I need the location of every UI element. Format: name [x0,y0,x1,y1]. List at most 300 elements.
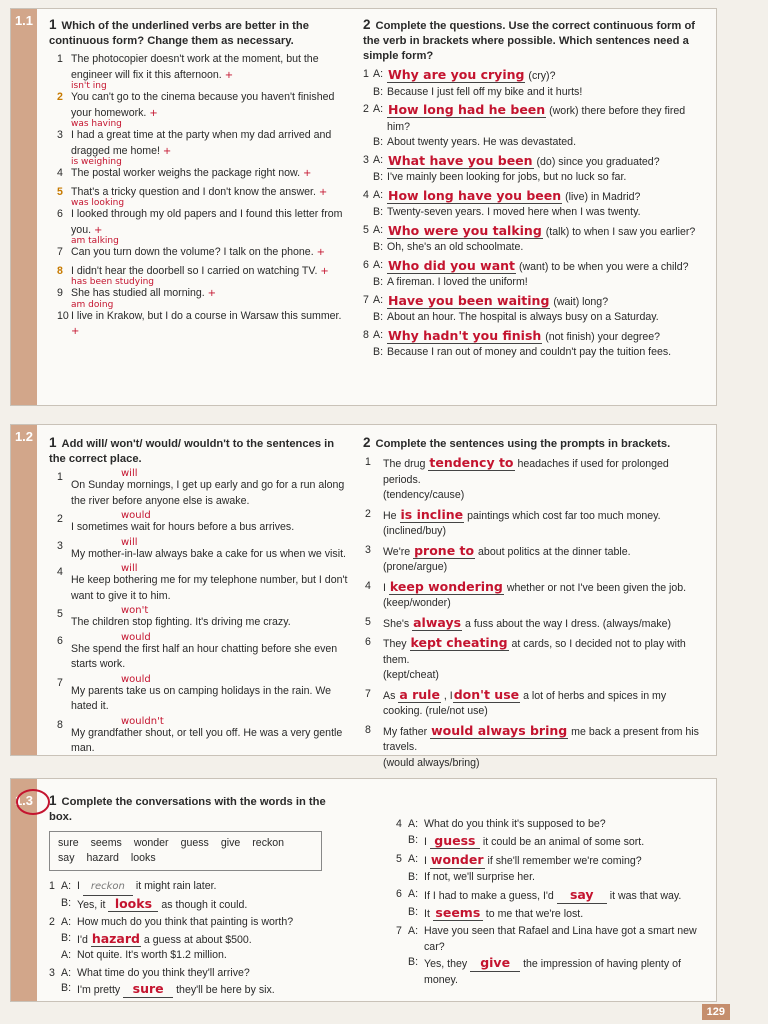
dialogue-line [49,915,349,931]
item-text: What time do you think they'll arrive? [77,966,250,979]
item-number: 4 [57,566,63,578]
box-word: say [58,852,75,864]
speaker-label: A: [61,966,72,979]
response-text: A fireman. I loved the uniform! [387,276,528,288]
speaker-label: B: [373,85,384,98]
speaker-label: B: [408,905,419,918]
handwritten-mark: + [149,107,158,119]
item-text: It [424,907,433,920]
list-item [49,128,349,167]
speaker-label: A: [373,293,384,306]
item-number: 9 [57,287,63,299]
item-number: 2 [365,507,371,520]
item-text: I sometimes wait for hours before a bus arrives. [71,521,295,533]
exercise-heading: 1 Complete the conversations with the words in the box. [49,793,326,823]
answer-field[interactable]: What have you been [388,152,533,168]
exercise-1-3-1 [49,793,349,1001]
speaker-label: A: [61,949,72,961]
answer-field[interactable]: looks [108,896,158,913]
list-item [49,166,349,182]
dialogue-line [363,135,708,151]
item-number: 2 [49,916,55,928]
item-number: 3 [365,543,371,556]
speaker-label: A: [373,258,384,271]
list-item [49,470,349,509]
list-item [363,723,708,772]
handwritten-note: was having [71,119,122,129]
list-item [49,673,349,715]
answer-field[interactable]: Have you been waiting [388,292,550,308]
speaker-label: B: [61,982,72,994]
handwritten-note: wouldn't [121,715,164,727]
item-text: The drug [383,458,429,470]
handwritten-note: would [121,673,151,685]
handwritten-mark: + [71,326,80,337]
item-text: If I had to make a guess, I'd [424,890,557,902]
item-text: I looked through my old papers and I found this letter from you. [71,208,343,236]
box-word: reckon [252,837,285,849]
dialogue-line [396,924,708,955]
item-text: a lot of herbs and spices in my cooking. (rule/not use) [383,689,667,717]
item-number: 1 [365,456,371,468]
handwritten-note: will [121,563,138,574]
item-text: I'm pretty [77,984,124,996]
list-item [49,607,349,631]
item-number: 1 [57,471,63,483]
item-text: headaches if used for prolonged periods. [383,458,669,486]
speaker-label: A: [408,853,419,865]
dialogue-line [363,258,708,276]
exercise-heading: 2 Complete the sentences using the prompts in brackets. [363,435,671,450]
speaker-label: A: [408,818,419,830]
handwritten-note: am doing [71,299,114,310]
dialogue-line [363,205,708,221]
dialogue-line [363,153,708,171]
item-text: , I [440,689,453,702]
item-text: She spend the first half an hour chatting before she even starts work. [71,642,338,670]
exercise-1-1-2 [363,17,708,363]
item-number: 4 [57,167,63,179]
dialogue-line [49,896,349,914]
dialogue-line [396,905,708,923]
item-text: My mother-in-law always bake a cake for us when we visit. [71,547,346,560]
dialogue-line [396,887,708,905]
item-text: My grandfather shout, or tell you off. He was a very gentle man. [71,726,343,754]
handwritten-note: will [121,468,138,479]
dialogue-line [363,275,708,291]
dialogue-line [49,879,349,896]
item-text: if she'll remember we're coming? [484,855,642,867]
answer-field[interactable]: Why hadn't you finish [388,327,542,343]
list-item [49,185,349,209]
item-text: about politics at the dinner table. [475,545,631,558]
answer-field[interactable]: guess [430,833,480,850]
handwritten-mark: + [93,224,103,236]
answer-field[interactable]: a rule [399,686,440,702]
dialogue-line [363,223,708,241]
item-number: 8 [57,718,63,731]
list-item [363,635,708,684]
speaker-label: B: [408,956,419,968]
answer-field[interactable]: say [557,887,607,904]
spacer [49,999,349,1001]
dialogue-line [49,966,349,982]
box-word: looks [130,852,156,864]
box-word: wonder [133,837,169,849]
handwritten-note: won't [121,605,149,616]
answer-field[interactable]: sure [123,981,173,998]
item-number: 6 [57,208,63,220]
page-number: 129 [702,1004,730,1020]
speaker-label: B: [373,241,384,253]
exercise-1-1-1 [49,17,349,343]
dialogue-line [363,67,708,85]
prompt-text: (keep/wonder) [383,597,451,609]
item-number: 6 [57,634,63,647]
item-number: 1 [363,68,369,80]
prompt-text: (not finish) your degree? [542,330,661,343]
speaker-label: A: [373,153,384,166]
item-number: 3 [57,539,63,552]
exercise-items [49,879,349,1001]
list-item [49,90,349,129]
list-item [49,512,349,536]
item-text: it might rain later. [132,880,217,892]
item-text: it could be an animal of some sort. [479,835,645,848]
item-text: I [77,880,83,892]
answer-field[interactable]: don't use [453,686,520,702]
box-word: guess [180,837,209,849]
handwritten-note: isn't ing [71,81,107,91]
list-item [363,615,708,633]
item-text: a guess at about $500. [140,933,252,946]
handwritten-mark: + [320,265,329,277]
item-number: 10 [57,309,69,322]
answer-field[interactable]: give [470,955,520,972]
item-text: I didn't hear the doorbell so I carried on watching TV. [71,264,321,277]
item-number: 7 [363,293,369,306]
item-number: 7 [57,676,63,689]
dialogue-line [396,852,708,870]
item-number: 2 [57,513,63,525]
item-text: Can you turn down the volume? I talk on the phone. [71,246,317,258]
item-text: The photocopier doesn't work at the moment, but the engineer will fix it this afternoon. [71,53,319,81]
answer-field[interactable]: How long have you been [388,187,562,203]
answer-field[interactable]: wonder [430,852,484,867]
item-number: 8 [363,328,369,341]
speaker-label: A: [373,68,384,80]
prompt-text: (wait) long? [550,295,609,308]
item-text: She has studied all morning. [71,287,208,299]
section-number: 1.3 [14,793,34,808]
item-number: 4 [396,818,402,830]
dialogue-line [363,293,708,311]
exercise-items [363,67,708,361]
item-text: to me that we're lost. [482,907,584,920]
exercise-items [49,470,349,757]
answer-field[interactable]: always [413,614,462,630]
item-text: I live in Krakow, but I do a course in Warsaw this summer. [71,309,342,322]
list-item [49,631,349,673]
speaker-label: A: [61,880,72,892]
item-text: You can't go to the cinema because you haven't finished your homework. [71,91,335,119]
response-text: Oh, she's an old schoolmate. [387,241,524,253]
answer-field[interactable]: Why are you crying [388,67,525,82]
item-text: I'd [77,933,91,946]
prompt-text: (prone/argue) [383,561,448,573]
speaker-label: A: [373,223,384,236]
answer-field[interactable]: Who did you want [388,257,516,273]
speaker-label: B: [373,171,384,183]
dialogue-line [363,102,708,135]
item-text: We're [383,545,414,558]
exercise-1-2-2 [363,435,708,774]
answer-field[interactable]: keep wondering [389,578,503,594]
speaker-label: A: [373,188,384,201]
prompt-text: (work) there before they fired him? [387,105,686,133]
box-word: hazard [86,852,119,864]
item-text: I [424,855,430,867]
speaker-label: B: [408,870,419,883]
item-text: as though it could. [158,898,248,911]
item-text: My parents take us on camping holidays in the rain. We hated it. [71,684,332,712]
list-item [363,507,708,540]
handwritten-mark: + [316,247,325,258]
item-number: 5 [57,608,63,620]
answer-field[interactable]: hazard [91,930,140,946]
prompt-text: (want) to be when you were a child? [516,260,689,273]
list-item [49,715,349,757]
exercise-heading: 1 Which of the underlined verbs are better in the continuous form? Change them as necessary. [49,17,309,47]
exercise-items [363,455,708,771]
item-number: 5 [363,223,369,236]
item-text: My father [383,725,431,738]
item-text: Yes, it [77,898,109,911]
item-number: 7 [396,925,402,937]
item-number: 6 [396,888,402,900]
response-text: About an hour. The hospital is always busy on a Saturday. [387,311,659,323]
dialogue-line [363,328,708,346]
list-item [49,536,349,563]
prompt-text: (live) in Madrid? [562,190,641,203]
answer-field[interactable]: is incline [400,506,464,522]
speaker-label: B: [373,346,384,358]
item-text: I [383,581,389,594]
prompt-text: (inclined/buy) [383,525,447,537]
handwritten-note: would [121,510,151,521]
list-item [49,52,349,91]
item-number: 1 [49,880,55,892]
list-item [49,286,349,310]
handwritten-note: was looking [71,198,125,208]
response-text: Twenty-seven years. I moved here when I was twenty. [387,206,641,218]
item-number: 1 [57,53,63,65]
section-tab [11,425,37,755]
dialogue-line [49,948,349,964]
handwritten-note: will [121,536,138,548]
speaker-label: B: [373,136,384,148]
handwritten-note: is weighing [71,157,122,167]
handwritten-mark: + [303,168,312,179]
prompt-text: (tendency/cause) [383,489,465,501]
section-number: 1.1 [14,13,34,28]
item-text: Yes, they [424,958,471,970]
list-item [363,579,708,612]
item-text: The children stop fighting. It's driving me crazy. [71,616,291,628]
response-text: Because I just fell off my bike and it hurts! [387,85,583,98]
speaker-label: A: [373,328,384,341]
dialogue-line [363,345,708,361]
item-number: 5 [396,853,402,865]
section-1-1 [10,8,717,406]
item-text: That's a tricky question and I don't know the answer. [71,185,319,198]
answer-field[interactable]: prone to [414,542,475,558]
dialogue-line [363,188,708,206]
item-number: 4 [365,579,371,592]
dialogue-line [396,870,708,886]
item-text: the impression of having plenty of money. [424,958,681,986]
item-text: whether or not I've been given the job. [503,581,687,594]
item-number: 5 [57,185,63,198]
handwritten-circle [16,789,50,815]
box-word: seems [90,837,122,849]
dialogue-line [49,981,349,999]
item-number: 2 [363,103,369,115]
dialogue-line [49,931,349,949]
list-item [363,687,708,720]
item-text: He [383,509,400,522]
box-word: give [220,837,241,849]
list-item [49,264,349,288]
speaker-label: B: [61,931,72,944]
item-number: 3 [57,129,63,141]
item-text: a fuss about the way I dress. (always/make) [462,617,672,630]
answer-field[interactable]: reckon [83,879,133,896]
handwritten-mark: + [162,145,172,157]
response-text: About twenty years. He was devastated. [387,136,577,148]
box-word: sure [58,837,79,849]
answer-field[interactable]: seems [433,905,483,922]
item-text: it was that way. [606,890,682,902]
exercise-1-2-1 [49,435,349,760]
item-text: What do you think it's supposed to be? [424,818,606,830]
dialogue-line [396,817,708,833]
item-text: As [383,689,399,702]
answer-field[interactable]: Who were you talking [388,222,542,238]
list-item [49,207,349,246]
dialogue-line [396,955,708,988]
item-text: I had a great time at the party when my dad arrived and dragged me home! [71,129,332,157]
exercise-1-3-1-right [396,817,708,990]
speaker-label: A: [408,888,419,900]
exercise-items [396,817,708,990]
speaker-label: B: [61,896,72,909]
item-number: 6 [363,258,369,271]
item-text: She's [383,617,413,630]
dialogue-line [363,85,708,101]
list-item [363,543,708,576]
list-item [363,455,708,504]
response-text: Because I ran out of money and couldn't pay the tuition fees. [387,346,672,358]
handwritten-mark: + [318,186,328,198]
item-number: 2 [57,91,63,103]
item-text: paintings which cost far too much money. [464,509,661,522]
prompt-text: (talk) to when I saw you earlier? [542,225,696,238]
dialogue-line [363,240,708,256]
answer-field[interactable]: How long had he been [388,102,546,117]
dialogue-line [363,170,708,186]
item-number: 5 [365,615,371,628]
speaker-label: B: [373,311,384,323]
prompt-text: (cry)? [525,70,556,82]
response-text: I've mainly been looking for jobs, but no luck so far. [387,171,627,183]
exercise-heading: 1 Add will/ won't/ would/ wouldn't to the sentences in the correct place. [49,435,335,465]
speaker-label: A: [373,103,384,115]
speaker-label: B: [373,276,384,288]
item-text: How much do you think that painting is worth? [77,916,294,928]
section-tab [11,9,37,405]
handwritten-note: am talking [71,236,119,246]
item-text: at cards, so I decided not to play with them. [383,638,686,666]
item-text: Not quite. It's worth $1.2 million. [77,949,227,961]
answer-field[interactable]: tendency to [429,455,514,470]
item-number: 3 [363,153,369,166]
item-number: 6 [365,636,371,648]
prompt-text: (would always/bring) [383,756,480,769]
section-1-2 [10,424,717,769]
speaker-label: A: [61,916,72,928]
item-text: I [424,835,430,848]
answer-field[interactable]: kept cheating [410,635,508,650]
list-item [49,309,349,340]
item-text: The postal worker weighs the package right now. [71,167,304,179]
prompt-text: (kept/cheat) [383,669,439,681]
item-number: 7 [57,246,63,258]
spacer [396,988,708,990]
section-1-3 [10,778,717,1002]
speaker-label: B: [373,206,384,218]
word-box [49,831,322,871]
item-text: They [383,638,410,650]
handwritten-mark: + [207,288,217,299]
handwritten-mark: + [224,69,234,81]
speaker-label: B: [408,833,419,846]
item-number: 3 [49,966,55,979]
item-text: they'll be here by six. [173,984,275,996]
exercise-items [49,52,349,340]
prompt-text: (do) since you graduated? [533,155,660,168]
list-item [49,565,349,604]
item-number: 8 [57,264,63,277]
item-number: 8 [365,723,371,736]
item-text: me back a present from his travels. [383,725,699,753]
section-number: 1.2 [14,429,34,444]
list-item [49,245,349,261]
item-number: 4 [363,188,369,201]
item-text: He keep bothering me for my telephone number, but I don't want to give it to him. [71,574,348,602]
answer-field[interactable]: would always bring [431,722,568,738]
item-text: Have you seen that Rafael and Lina have got a smart new car? [424,925,697,953]
item-text: If not, we'll surprise her. [424,870,535,883]
exercise-heading: 2 Complete the questions. Use the correct continuous form of the verb in brackets where possible. Which sentences need a simple form? [363,17,696,62]
item-text: On Sunday mornings, I get up early and go for a run along the river before anyone else is awake. [71,479,345,507]
handwritten-note: would [121,631,151,643]
handwritten-note: has been studying [71,277,154,287]
dialogue-line [396,833,708,851]
speaker-label: A: [408,925,419,937]
dialogue-line [363,310,708,326]
item-number: 7 [365,687,371,700]
